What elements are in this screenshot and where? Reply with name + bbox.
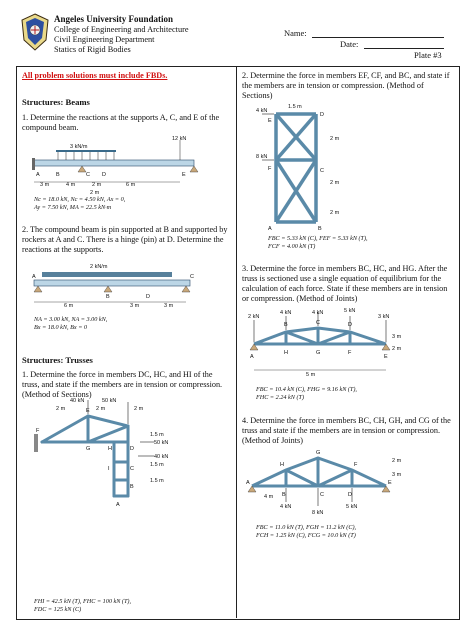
p5-label-h: H: [284, 350, 288, 356]
p3-label-c: C: [130, 466, 134, 472]
p1-dim-4: 2 m: [92, 182, 102, 188]
p3-label-i: I: [108, 466, 110, 472]
p1-label-b: B: [56, 172, 60, 178]
p3-label-b: B: [130, 484, 134, 490]
p3-h1: 1.5 m: [150, 432, 164, 438]
p3-label-a: A: [116, 502, 120, 508]
p4-label-c: C: [320, 168, 324, 174]
p6-answer-line1: FBC = 11.0 kN (T), FGH = 11.2 kN (C),: [256, 524, 357, 531]
p5-load3: 4 kN: [312, 310, 324, 316]
department-name: Civil Engineering Department: [54, 35, 155, 44]
date-label: Date:: [340, 39, 359, 49]
truss-figure-3: [246, 306, 406, 380]
p3-label-f: F: [36, 428, 40, 434]
name-label: Name:: [284, 28, 307, 38]
problem-2-text: 2. The compound beam is pin supported at B and supported by rockers at A and C. There is a hinge (pin) at D. Determine the reactions at the supports.: [22, 225, 228, 254]
p2-dim-2: 3 m: [130, 303, 140, 309]
p6-label-c: C: [320, 492, 324, 498]
date-field[interactable]: [364, 48, 444, 49]
p3-answer-line2: FDC = 125 kN (C): [34, 606, 82, 613]
p2-answer-line2: Bx = 18.0 kN, Bx = 0: [34, 324, 88, 331]
p6-dim: 4 m: [264, 494, 274, 500]
p5-answer-line1: FBC = 10.4 kN (C), FHG = 9.16 kN (T),: [256, 386, 357, 393]
p4-load1: 4 kN: [256, 108, 268, 114]
p5-label-c: C: [316, 320, 320, 326]
p3-load2: 40 kN: [70, 398, 85, 404]
p5-dim: 5 m: [306, 372, 316, 378]
p6-label-b: B: [282, 492, 286, 498]
compound-beam-figure-1: [30, 136, 200, 198]
university-name: Angeles University Foundation: [54, 14, 174, 24]
p3-label-d: D: [130, 446, 134, 452]
p6-load2: 8 kN: [312, 510, 324, 516]
p3-dim-1: 2 m: [56, 406, 66, 412]
truss-figure-2: [258, 104, 358, 234]
p1-label-a: A: [36, 172, 40, 178]
problem-4-text: 2. Determine the force in members EF, CF, and BC, and state if the members are in tension or compression. (Method of Sections): [242, 71, 450, 100]
p5-label-a: A: [250, 354, 254, 360]
p4-label-f: F: [268, 166, 272, 172]
p6-label-h: H: [280, 462, 284, 468]
p3-load4: 40 kN: [154, 454, 169, 460]
p4-label-a: A: [268, 226, 272, 232]
truss-figure-4: [246, 448, 406, 520]
p4-h3: 2 m: [330, 210, 340, 216]
p4-label-e: E: [268, 118, 272, 124]
p3-h3: 1.5 m: [150, 478, 164, 484]
p4-label-b: B: [318, 226, 322, 232]
p2-load: 2 kN/m: [90, 264, 108, 270]
p6-h2: 3 m: [392, 472, 402, 478]
p1-dim-5: 2 m: [90, 190, 100, 196]
name-field[interactable]: [312, 37, 444, 38]
p2-label-d: D: [146, 294, 150, 300]
p5-label-g: G: [316, 350, 321, 356]
p4-h1: 2 m: [330, 136, 340, 142]
p4-label-d: D: [320, 112, 324, 118]
p3-label-h: H: [108, 446, 112, 452]
fbd-note: All problem solutions must include FBDs.: [22, 71, 168, 80]
logo: [20, 12, 50, 52]
p2-answer-line1: NA = 3.00 kN, NA = 3.00 kN,: [34, 316, 108, 323]
p6-load3: 5 kN: [346, 504, 358, 510]
p5-answer-line2: FHC = 2.24 kN (T): [256, 394, 305, 401]
problem-5-text: 3. Determine the force in members BC, HC, and HG. After the truss is sectioned use a single equation of equilibrium for the calculation of each force. State if these members are in tension or compression. (Method of Joints): [242, 264, 448, 303]
p1-dim-3: 6 m: [126, 182, 136, 188]
p6-label-e: E: [388, 480, 392, 486]
p1-load2: 12 kN: [172, 136, 187, 142]
p1-answer-line1: Nc = 18.0 kN, Nc = 4.50 kN, Ax = 0,: [34, 196, 126, 203]
p4-width: 1.5 m: [288, 104, 302, 110]
p6-answer-line2: FCH = 1.25 kN (C), FCG = 10.0 kN (T): [256, 532, 356, 539]
p3-label-g: G: [86, 446, 91, 452]
p6-label-f: F: [354, 462, 358, 468]
p5-load5: 2 kN: [248, 314, 260, 320]
p3-load1: 50 kN: [102, 398, 117, 404]
plate-label: Plate #3: [414, 50, 442, 60]
p5-load4: 3 kN: [378, 314, 390, 320]
college-name: College of Engineering and Architecture: [54, 25, 189, 34]
p5-load1: 5 kN: [344, 308, 356, 314]
p1-dim-1: 3 m: [40, 182, 50, 188]
p2-label-a: A: [32, 274, 36, 280]
p2-dim-3: 3 m: [164, 303, 174, 309]
p4-h2: 2 m: [330, 180, 340, 186]
p1-label-e: E: [182, 172, 186, 178]
p6-label-a: A: [246, 480, 250, 486]
p5-label-f: F: [348, 350, 352, 356]
p3-load3: 50 kN: [154, 440, 169, 446]
p5-load2: 4 kN: [280, 310, 292, 316]
p3-dim-2: 2 m: [96, 406, 106, 412]
p1-label-c: C: [86, 172, 90, 178]
p1-dim-2: 4 m: [66, 182, 76, 188]
p6-label-d: D: [348, 492, 352, 498]
p1-label-d: D: [102, 172, 106, 178]
p5-h2: 2 m: [392, 346, 402, 352]
p2-label-c: C: [190, 274, 194, 280]
p4-answer-line2: FCF = 4.00 kN (T): [268, 243, 316, 250]
truss-figure-1: [30, 396, 190, 514]
p1-answer-line2: Ay = 7.50 kN, MA = 22.5 kN·m: [34, 204, 112, 211]
p5-label-d: D: [348, 322, 352, 328]
p4-load2: 8 kN: [256, 154, 268, 160]
column-divider: [236, 66, 237, 618]
beams-heading: Structures: Beams: [22, 97, 90, 107]
p1-load1: 3 kN/m: [70, 144, 88, 150]
p3-dim-3: 2 m: [134, 406, 144, 412]
problem-6-text: 4. Determine the force in members BC, CH, GH, and CG of the truss and state if the members are in tension or compression. (Method of Joints): [242, 416, 451, 445]
p5-label-e: E: [384, 354, 388, 360]
p2-label-b: B: [106, 294, 110, 300]
p4-answer-line1: FBC = 5.33 kN (C), FEF = 5.33 kN (T),: [268, 235, 368, 242]
p3-answer-line1: FHI = 42.5 kN (T), FHC = 100 kN (T),: [34, 598, 132, 605]
compound-beam-figure-2: [30, 258, 200, 312]
trusses-heading: Structures: Trusses: [22, 355, 93, 365]
p5-label-b: B: [284, 322, 288, 328]
problem-3-text: 1. Determine the force in members DC, HC, and HI of the truss, and state if the members are in tension or compression. (Method of Sections): [22, 370, 223, 399]
p2-dim-1: 6 m: [64, 303, 74, 309]
p3-label-e: E: [86, 408, 90, 414]
p5-h1: 3 m: [392, 334, 402, 340]
course-name: Statics of Rigid Bodies: [54, 45, 131, 54]
p6-load1: 4 kN: [280, 504, 292, 510]
p6-label-g: G: [316, 450, 321, 456]
p3-h2: 1.5 m: [150, 462, 164, 468]
p6-h1: 2 m: [392, 458, 402, 464]
problem-1-text: 1. Determine the reactions at the supports A, C, and E of the compound beam.: [22, 113, 220, 132]
